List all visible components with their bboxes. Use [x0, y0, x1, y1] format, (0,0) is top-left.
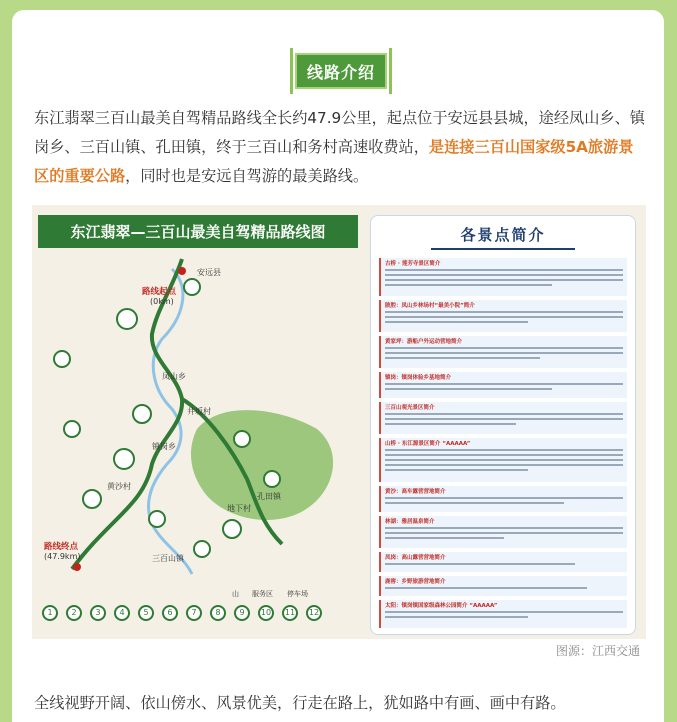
map-legend: [42, 590, 357, 635]
scenic-entry-title: 黄沙：高车露营营地简介: [385, 489, 446, 495]
place-end: 路线终点: [44, 542, 79, 552]
scenic-entry-title: 凤岗：高山露营营地简介: [385, 555, 446, 561]
scenic-entry-title: 古桥 · 莲芳寺景区简介: [385, 261, 441, 267]
place-start-km: (0km): [150, 297, 174, 306]
legend-marker-6: 6: [162, 605, 178, 621]
scenic-entry: [379, 438, 627, 482]
place-jinggang: 井坂村: [187, 407, 211, 416]
article-card: [12, 10, 664, 722]
image-source-caption: 图源：江西交通: [555, 644, 640, 658]
scenic-entry: [379, 600, 627, 628]
section-header: [290, 48, 392, 94]
scenic-entry-title: 山桥 · 东江源景区简介 “AAAAA”: [385, 441, 471, 447]
scenic-entry-title: 林湖：雅居温泉简介: [385, 519, 435, 525]
place-end-km: (47.9km): [44, 552, 81, 561]
place-sanbaishan: 三百山镇: [152, 554, 184, 563]
scenic-entry: [379, 372, 627, 398]
scenic-entry: [379, 336, 627, 368]
place-start: 路线起点: [142, 287, 177, 297]
legend-marker-5: 5: [138, 605, 154, 621]
legend-label-mountain: 山: [232, 590, 239, 598]
scenic-intro-panel: [370, 215, 636, 635]
place-huangsha: 黄沙村: [107, 482, 131, 491]
legend-marker-8: 8: [210, 605, 226, 621]
place-dixia: 地下村: [227, 504, 251, 513]
panel-title: 各景点简介: [460, 226, 546, 244]
place-anyuan: 安远县: [197, 268, 221, 277]
section-title: 线路介绍: [297, 55, 385, 87]
legend-marker-12: 12: [306, 605, 322, 621]
legend-marker-11: 11: [282, 605, 298, 621]
legend-label-parking: 停车场: [287, 590, 308, 598]
place-zhengang: 镇岗乡: [152, 442, 176, 451]
scenic-entry-title: 太阳：镇岗镇国家级森林公园简介 “AAAAA”: [385, 603, 498, 609]
scenic-entry: [379, 402, 627, 434]
scenic-entry-title: 黄家坪：游船户外运动营地简介: [385, 339, 463, 345]
scenic-entry-title: 陂腔：凤山乡林场村“最美小院”简介: [385, 303, 475, 309]
route-map: [32, 249, 357, 589]
scenic-entry: [379, 576, 627, 596]
map-title: 东江翡翠—三百山最美自驾精品路线图: [38, 215, 358, 248]
scenic-entry-title: 三百山观光景区简介: [385, 405, 435, 411]
intro-highlight: 是连接三百山国家级5A旅游景区的重要公路: [34, 138, 634, 185]
intro-paragraph: [34, 104, 646, 191]
legend-marker-10: 10: [258, 605, 274, 621]
legend-marker-3: 3: [90, 605, 106, 621]
legend-marker-9: 9: [234, 605, 250, 621]
route-map-image: [32, 205, 646, 639]
legend-marker-7: 7: [186, 605, 202, 621]
scenic-entry: [379, 486, 627, 512]
scenic-entry: [379, 300, 627, 332]
scenic-entry: [379, 552, 627, 572]
legend-marker-4: 4: [114, 605, 130, 621]
scenic-entry: [379, 258, 627, 296]
intro-text-part2: ，同时也是安远自驾游的最美路线。: [125, 167, 369, 185]
panel-title-underline: [431, 248, 575, 250]
legend-marker-1: 1: [42, 605, 58, 621]
place-fengshan: 凤山乡: [162, 372, 186, 381]
closing-paragraph: 全线视野开阔、依山傍水、风景优美，行走在路上，犹如路中有画、画中有路。: [34, 694, 566, 712]
place-kongtian: 孔田镇: [257, 492, 281, 501]
intro-text-part1: 东江翡翠三百山最美自驾精品路线全长约47.9公里，起点位于安远县县城，途经凤山乡、镇岗乡、三百山镇、孔田镇，终于三百山和务村高速收费站，: [34, 109, 645, 156]
legend-label-service: 服务区: [252, 590, 273, 598]
scenic-entry-title: 镇岗：镇岗体验乡基地简介: [385, 375, 452, 381]
scenic-entry: [379, 516, 627, 548]
legend-marker-2: 2: [66, 605, 82, 621]
scenic-entry-title: 鹿窖：乡野旅游营地简介: [385, 579, 446, 585]
